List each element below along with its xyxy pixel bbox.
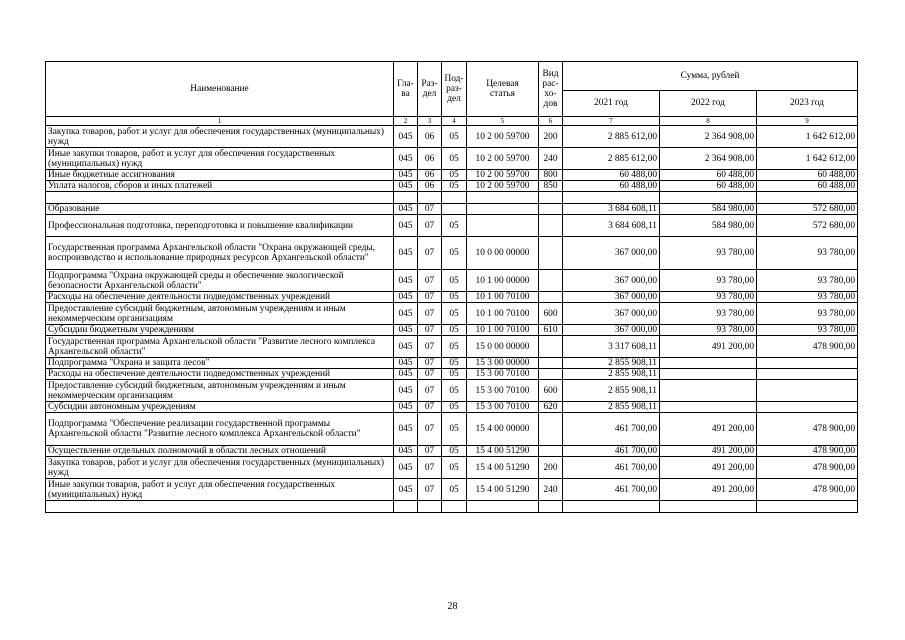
row-name: Расходы на обеспечение деятельности подведомственных учреждений bbox=[46, 292, 394, 303]
row-sum-2023: 1 642 612,00 bbox=[757, 148, 858, 170]
row-name: Субсидии автономным учреждениям bbox=[46, 402, 394, 413]
row-sum-2022 bbox=[660, 192, 757, 204]
row-expense-type: 610 bbox=[539, 325, 563, 336]
row-sum-2021: 3 684 608,11 bbox=[563, 204, 660, 215]
row-sum-2022: 491 200,00 bbox=[660, 457, 757, 479]
row-sum-2023 bbox=[757, 402, 858, 413]
row-section: 06 bbox=[418, 126, 442, 148]
row-subsection bbox=[442, 501, 467, 513]
row-subsection: 05 bbox=[442, 479, 467, 501]
table-row bbox=[46, 413, 858, 446]
row-subsection: 05 bbox=[442, 148, 467, 170]
row-target-article bbox=[467, 215, 539, 237]
row-target-article: 10 1 00 00000 bbox=[467, 270, 539, 292]
row-name: Предоставление субсидий бюджетным, автономным учреждениям и иным некоммерческим организациям bbox=[46, 303, 394, 325]
col-header-chapter: Гла- ва bbox=[394, 62, 418, 117]
row-subsection: 05 bbox=[442, 446, 467, 457]
row-sum-2021: 461 700,00 bbox=[563, 413, 660, 446]
row-expense-type: 240 bbox=[539, 148, 563, 170]
table-row bbox=[46, 170, 858, 181]
row-section: 06 bbox=[418, 148, 442, 170]
row-name: Уплата налогов, сборов и иных платежей bbox=[46, 181, 394, 192]
row-expense-type: 850 bbox=[539, 181, 563, 192]
row-expense-type: 600 bbox=[539, 380, 563, 402]
table-row bbox=[46, 303, 858, 325]
blank-row bbox=[46, 192, 858, 204]
row-sum-2022: 584 980,00 bbox=[660, 204, 757, 215]
row-subsection: 05 bbox=[442, 358, 467, 369]
table-row bbox=[46, 126, 858, 148]
table-row bbox=[46, 479, 858, 501]
row-name: Иные закупки товаров, работ и услуг для обеспечения государственных (муниципальных) нужд bbox=[46, 479, 394, 501]
row-sum-2021: 60 488,00 bbox=[563, 181, 660, 192]
row-chapter: 045 bbox=[394, 204, 418, 215]
row-subsection: 05 bbox=[442, 215, 467, 237]
row-chapter: 045 bbox=[394, 457, 418, 479]
table-row bbox=[46, 325, 858, 336]
row-sum-2021: 461 700,00 bbox=[563, 457, 660, 479]
row-sum-2021: 461 700,00 bbox=[563, 479, 660, 501]
col-header-section: Раз- дел bbox=[418, 62, 442, 117]
row-chapter: 045 bbox=[394, 402, 418, 413]
col-header-name: Наименование bbox=[46, 62, 394, 117]
row-sum-2023: 478 900,00 bbox=[757, 446, 858, 457]
row-subsection bbox=[442, 204, 467, 215]
col-number: 4 bbox=[442, 117, 467, 126]
row-sum-2023: 93 780,00 bbox=[757, 325, 858, 336]
row-section: 06 bbox=[418, 181, 442, 192]
row-sum-2023: 478 900,00 bbox=[757, 413, 858, 446]
column-number-row bbox=[46, 117, 858, 126]
col-number: 8 bbox=[660, 117, 757, 126]
row-subsection: 05 bbox=[442, 303, 467, 325]
row-section: 07 bbox=[418, 270, 442, 292]
table-row bbox=[46, 402, 858, 413]
row-name bbox=[46, 501, 394, 513]
table-row bbox=[46, 292, 858, 303]
col-header-2022: 2022 год bbox=[660, 90, 757, 116]
row-sum-2022: 60 488,00 bbox=[660, 181, 757, 192]
row-section bbox=[418, 192, 442, 204]
row-sum-2021: 3 684 608,11 bbox=[563, 215, 660, 237]
row-sum-2023: 572 680,00 bbox=[757, 215, 858, 237]
row-sum-2022: 491 200,00 bbox=[660, 479, 757, 501]
row-expense-type bbox=[539, 446, 563, 457]
row-chapter: 045 bbox=[394, 413, 418, 446]
row-chapter: 045 bbox=[394, 336, 418, 358]
table-row bbox=[46, 215, 858, 237]
row-sum-2022: 491 200,00 bbox=[660, 336, 757, 358]
row-section: 07 bbox=[418, 303, 442, 325]
col-number: 2 bbox=[394, 117, 418, 126]
row-chapter: 045 bbox=[394, 369, 418, 380]
table-row bbox=[46, 237, 858, 270]
row-sum-2022: 93 780,00 bbox=[660, 303, 757, 325]
table-row bbox=[46, 457, 858, 479]
row-name: Иные закупки товаров, работ и услуг для обеспечения государственных (муниципальных) нужд bbox=[46, 148, 394, 170]
row-expense-type bbox=[539, 358, 563, 369]
row-sum-2022 bbox=[660, 501, 757, 513]
col-number: 7 bbox=[563, 117, 660, 126]
row-name: Подпрограмма "Охрана окружающей среды и обеспечение экологической безопасности Архангельской области" bbox=[46, 270, 394, 292]
row-sum-2023: 478 900,00 bbox=[757, 457, 858, 479]
row-sum-2022 bbox=[660, 369, 757, 380]
row-section: 07 bbox=[418, 413, 442, 446]
page-number: 28 bbox=[447, 601, 458, 612]
row-subsection: 05 bbox=[442, 292, 467, 303]
row-expense-type bbox=[539, 237, 563, 270]
row-sum-2021: 3 317 608,11 bbox=[563, 336, 660, 358]
col-header-exp-type: Вид рас- хо- дов bbox=[539, 62, 563, 117]
row-chapter: 045 bbox=[394, 237, 418, 270]
col-number: 5 bbox=[467, 117, 539, 126]
row-target-article bbox=[467, 501, 539, 513]
row-sum-2023: 60 488,00 bbox=[757, 170, 858, 181]
row-sum-2023: 93 780,00 bbox=[757, 270, 858, 292]
row-sum-2021: 60 488,00 bbox=[563, 170, 660, 181]
col-number: 3 bbox=[418, 117, 442, 126]
row-subsection: 05 bbox=[442, 380, 467, 402]
row-target-article: 15 0 00 00000 bbox=[467, 336, 539, 358]
row-name: Расходы на обеспечение деятельности подведомственных учреждений bbox=[46, 369, 394, 380]
row-subsection: 05 bbox=[442, 336, 467, 358]
row-section: 07 bbox=[418, 215, 442, 237]
row-chapter: 045 bbox=[394, 479, 418, 501]
row-expense-type bbox=[539, 204, 563, 215]
col-header-sum: Сумма, рублей bbox=[563, 62, 858, 91]
row-expense-type bbox=[539, 369, 563, 380]
row-sum-2021: 367 000,00 bbox=[563, 325, 660, 336]
row-target-article: 15 4 00 51290 bbox=[467, 446, 539, 457]
row-expense-type: 240 bbox=[539, 479, 563, 501]
blank-row bbox=[46, 501, 858, 513]
col-number: 1 bbox=[46, 117, 394, 126]
row-name: Иные бюджетные ассигнования bbox=[46, 170, 394, 181]
row-name: Субсидии бюджетным учреждениям bbox=[46, 325, 394, 336]
col-number: 9 bbox=[757, 117, 858, 126]
row-sum-2022: 93 780,00 bbox=[660, 237, 757, 270]
row-expense-type bbox=[539, 413, 563, 446]
row-expense-type bbox=[539, 192, 563, 204]
table-row bbox=[46, 204, 858, 215]
row-sum-2023: 572 680,00 bbox=[757, 204, 858, 215]
row-chapter: 045 bbox=[394, 270, 418, 292]
row-target-article: 15 4 00 00000 bbox=[467, 413, 539, 446]
table-row bbox=[46, 181, 858, 192]
row-chapter: 045 bbox=[394, 292, 418, 303]
col-header-subsection: Под- раз- дел bbox=[442, 62, 467, 117]
row-sum-2021: 367 000,00 bbox=[563, 270, 660, 292]
row-chapter: 045 bbox=[394, 126, 418, 148]
row-name: Государственная программа Архангельской области "Охрана окружающей среды, воспроизводство и использование природных ресурсов Архангельской области" bbox=[46, 237, 394, 270]
row-chapter bbox=[394, 192, 418, 204]
row-target-article: 10 1 00 70100 bbox=[467, 303, 539, 325]
row-target-article: 10 2 00 59700 bbox=[467, 170, 539, 181]
row-target-article bbox=[467, 192, 539, 204]
row-target-article: 10 2 00 59700 bbox=[467, 126, 539, 148]
row-chapter: 045 bbox=[394, 181, 418, 192]
row-chapter: 045 bbox=[394, 170, 418, 181]
row-sum-2021: 367 000,00 bbox=[563, 303, 660, 325]
row-name: Закупка товаров, работ и услуг для обеспечения государственных (муниципальных) нужд bbox=[46, 457, 394, 479]
row-sum-2021 bbox=[563, 192, 660, 204]
row-section: 07 bbox=[418, 479, 442, 501]
row-expense-type bbox=[539, 336, 563, 358]
row-target-article: 15 3 00 70100 bbox=[467, 402, 539, 413]
row-sum-2021: 2 855 908,11 bbox=[563, 369, 660, 380]
row-name: Осуществление отдельных полномочий в области лесных отношений bbox=[46, 446, 394, 457]
row-target-article: 10 2 00 59700 bbox=[467, 181, 539, 192]
row-expense-type: 600 bbox=[539, 303, 563, 325]
row-chapter: 045 bbox=[394, 215, 418, 237]
row-name: Подпрограмма "Охрана и защита лесов" bbox=[46, 358, 394, 369]
row-subsection: 05 bbox=[442, 413, 467, 446]
budget-document bbox=[45, 61, 857, 513]
row-name: Государственная программа Архангельской области "Развитие лесного комплекса Архангельской области" bbox=[46, 336, 394, 358]
row-sum-2022: 93 780,00 bbox=[660, 325, 757, 336]
row-section: 07 bbox=[418, 369, 442, 380]
row-name: Предоставление субсидий бюджетным, автономным учреждениям и иным некоммерческим организациям bbox=[46, 380, 394, 402]
row-target-article bbox=[467, 204, 539, 215]
row-subsection: 05 bbox=[442, 170, 467, 181]
row-subsection bbox=[442, 192, 467, 204]
row-target-article: 15 4 00 51290 bbox=[467, 457, 539, 479]
row-name: Закупка товаров, работ и услуг для обеспечения государственных (муниципальных) нужд bbox=[46, 126, 394, 148]
row-chapter: 045 bbox=[394, 358, 418, 369]
col-header-target: Целевая статья bbox=[467, 62, 539, 117]
row-sum-2022: 491 200,00 bbox=[660, 413, 757, 446]
row-subsection: 05 bbox=[442, 457, 467, 479]
row-sum-2022 bbox=[660, 380, 757, 402]
row-sum-2022: 2 364 908,00 bbox=[660, 126, 757, 148]
row-sum-2023 bbox=[757, 380, 858, 402]
row-subsection: 05 bbox=[442, 325, 467, 336]
budget-table bbox=[45, 61, 858, 513]
row-subsection: 05 bbox=[442, 181, 467, 192]
row-section: 07 bbox=[418, 336, 442, 358]
col-header-2021: 2021 год bbox=[563, 90, 660, 116]
row-sum-2022: 93 780,00 bbox=[660, 270, 757, 292]
row-sum-2021: 2 855 908,11 bbox=[563, 358, 660, 369]
row-sum-2021 bbox=[563, 501, 660, 513]
row-section: 07 bbox=[418, 457, 442, 479]
table-row bbox=[46, 148, 858, 170]
row-name: Профессиональная подготовка, переподготовка и повышение квалификации bbox=[46, 215, 394, 237]
row-sum-2023 bbox=[757, 192, 858, 204]
row-section: 07 bbox=[418, 325, 442, 336]
row-section: 07 bbox=[418, 204, 442, 215]
row-expense-type: 620 bbox=[539, 402, 563, 413]
row-section: 07 bbox=[418, 380, 442, 402]
budget-table-body bbox=[46, 126, 858, 513]
row-sum-2022: 93 780,00 bbox=[660, 292, 757, 303]
row-target-article: 10 2 00 59700 bbox=[467, 148, 539, 170]
row-sum-2021: 367 000,00 bbox=[563, 292, 660, 303]
row-section: 07 bbox=[418, 237, 442, 270]
row-chapter: 045 bbox=[394, 380, 418, 402]
row-sum-2023: 93 780,00 bbox=[757, 292, 858, 303]
row-section: 07 bbox=[418, 292, 442, 303]
row-target-article: 10 0 00 00000 bbox=[467, 237, 539, 270]
row-section: 06 bbox=[418, 170, 442, 181]
row-expense-type bbox=[539, 270, 563, 292]
row-name: Образование bbox=[46, 204, 394, 215]
row-target-article: 15 4 00 51290 bbox=[467, 479, 539, 501]
row-target-article: 10 1 00 70100 bbox=[467, 325, 539, 336]
row-sum-2022 bbox=[660, 358, 757, 369]
row-name: Подпрограмма "Обеспечение реализации государственной программы Архангельской области "Развитие лесного комплекса Архангельской области" bbox=[46, 413, 394, 446]
row-sum-2022 bbox=[660, 402, 757, 413]
row-sum-2022: 491 200,00 bbox=[660, 446, 757, 457]
table-row bbox=[46, 369, 858, 380]
row-subsection: 05 bbox=[442, 237, 467, 270]
row-sum-2021: 367 000,00 bbox=[563, 237, 660, 270]
header-row-top bbox=[46, 62, 858, 91]
row-section bbox=[418, 501, 442, 513]
row-expense-type: 200 bbox=[539, 126, 563, 148]
table-row bbox=[46, 446, 858, 457]
row-sum-2023: 93 780,00 bbox=[757, 303, 858, 325]
table-row bbox=[46, 358, 858, 369]
row-sum-2022: 60 488,00 bbox=[660, 170, 757, 181]
table-row bbox=[46, 270, 858, 292]
row-subsection: 05 bbox=[442, 402, 467, 413]
row-subsection: 05 bbox=[442, 126, 467, 148]
row-sum-2021: 461 700,00 bbox=[563, 446, 660, 457]
col-header-2023: 2023 год bbox=[757, 90, 858, 116]
row-sum-2023 bbox=[757, 501, 858, 513]
row-sum-2023 bbox=[757, 358, 858, 369]
table-row bbox=[46, 380, 858, 402]
col-number: 6 bbox=[539, 117, 563, 126]
row-chapter: 045 bbox=[394, 303, 418, 325]
row-expense-type bbox=[539, 292, 563, 303]
row-sum-2021: 2 885 612,00 bbox=[563, 126, 660, 148]
row-sum-2022: 2 364 908,00 bbox=[660, 148, 757, 170]
row-sum-2023: 1 642 612,00 bbox=[757, 126, 858, 148]
row-sum-2022: 584 980,00 bbox=[660, 215, 757, 237]
row-expense-type: 200 bbox=[539, 457, 563, 479]
row-expense-type bbox=[539, 215, 563, 237]
row-target-article: 15 3 00 70100 bbox=[467, 369, 539, 380]
row-sum-2021: 2 855 908,11 bbox=[563, 402, 660, 413]
row-chapter: 045 bbox=[394, 325, 418, 336]
row-sum-2023: 478 900,00 bbox=[757, 479, 858, 501]
row-sum-2023: 60 488,00 bbox=[757, 181, 858, 192]
row-sum-2021: 2 855 908,11 bbox=[563, 380, 660, 402]
row-target-article: 10 1 00 70100 bbox=[467, 292, 539, 303]
row-chapter bbox=[394, 501, 418, 513]
row-expense-type bbox=[539, 501, 563, 513]
row-chapter: 045 bbox=[394, 148, 418, 170]
row-name bbox=[46, 192, 394, 204]
row-sum-2021: 2 885 612,00 bbox=[563, 148, 660, 170]
table-row bbox=[46, 336, 858, 358]
row-sum-2023: 478 900,00 bbox=[757, 336, 858, 358]
row-sum-2023 bbox=[757, 369, 858, 380]
row-target-article: 15 3 00 70100 bbox=[467, 380, 539, 402]
row-section: 07 bbox=[418, 358, 442, 369]
row-chapter: 045 bbox=[394, 446, 418, 457]
row-section: 07 bbox=[418, 446, 442, 457]
row-target-article: 15 3 00 00000 bbox=[467, 358, 539, 369]
row-sum-2023: 93 780,00 bbox=[757, 237, 858, 270]
row-section: 07 bbox=[418, 402, 442, 413]
row-expense-type: 800 bbox=[539, 170, 563, 181]
row-subsection: 05 bbox=[442, 369, 467, 380]
row-subsection: 05 bbox=[442, 270, 467, 292]
